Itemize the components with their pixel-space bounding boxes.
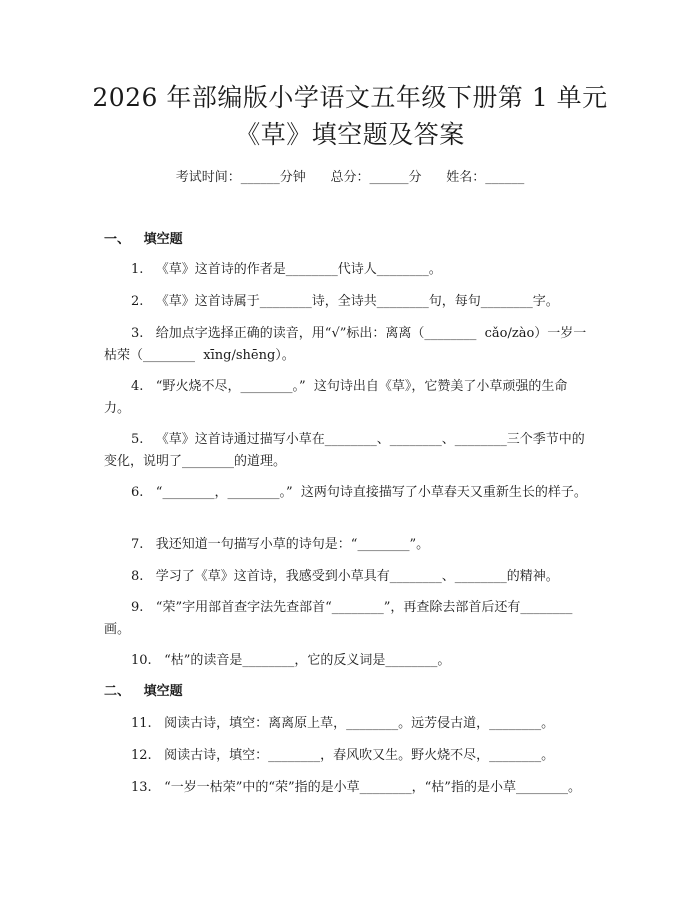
question-4: 4. “野火烧不尽，________。” 这句诗出自《草》，它赞美了小草顽强的生命力。 <box>104 379 568 416</box>
question-3: 3. 给加点字选择正确的读音，用“√”标出：离离（________ cǎo/zào）一岁一枯荣（________ xīng/shēng）。 <box>104 326 587 363</box>
question-1: 1. 《草》这首诗的作者是________代诗人________。 <box>131 262 442 277</box>
question-13: 13. “一岁一枯荣”中的“荣”指的是小草________，“枯”指的是小草________。 <box>131 780 581 795</box>
section-heading-2: 二、 填空题 <box>104 684 183 699</box>
question-2: 2. 《草》这首诗属于________诗，全诗共________句，每句________字。 <box>131 294 559 309</box>
question-5: 5. 《草》这首诗通过描写小草在________、________、________三个季节中的变化，说明了________的道理。 <box>104 432 585 469</box>
page-title-line1: 2026 年部编版小学语文五年级下册第 1 单元 <box>92 83 608 112</box>
question-6: 6. “________，________。” 这两句诗直接描写了小草春天又重新生长的样子。 <box>131 485 587 500</box>
question-12: 12. 阅读古诗，填空：________，春风吹又生。野火烧不尽，________。 <box>131 748 555 763</box>
question-10: 10. “枯”的读音是________，它的反义词是________。 <box>131 653 451 668</box>
exam-info-line: 考试时间：______分钟 总分：______分 姓名：______ <box>175 170 525 185</box>
section-heading-1: 一、 填空题 <box>104 232 183 247</box>
page-title-line2: 《草》填空题及答案 <box>235 120 465 149</box>
question-11: 11. 阅读古诗，填空：离离原上草，________。远芳侵古道，________。 <box>131 716 555 731</box>
question-8: 8. 学习了《草》这首诗，我感受到小草具有________、________的精神。 <box>131 569 559 584</box>
question-9: 9. “荣”字用部首查字法先查部首“________”，再查除去部首后还有________画。 <box>104 600 573 637</box>
question-7: 7. 我还知道一句描写小草的诗句是：“________”。 <box>131 537 430 552</box>
